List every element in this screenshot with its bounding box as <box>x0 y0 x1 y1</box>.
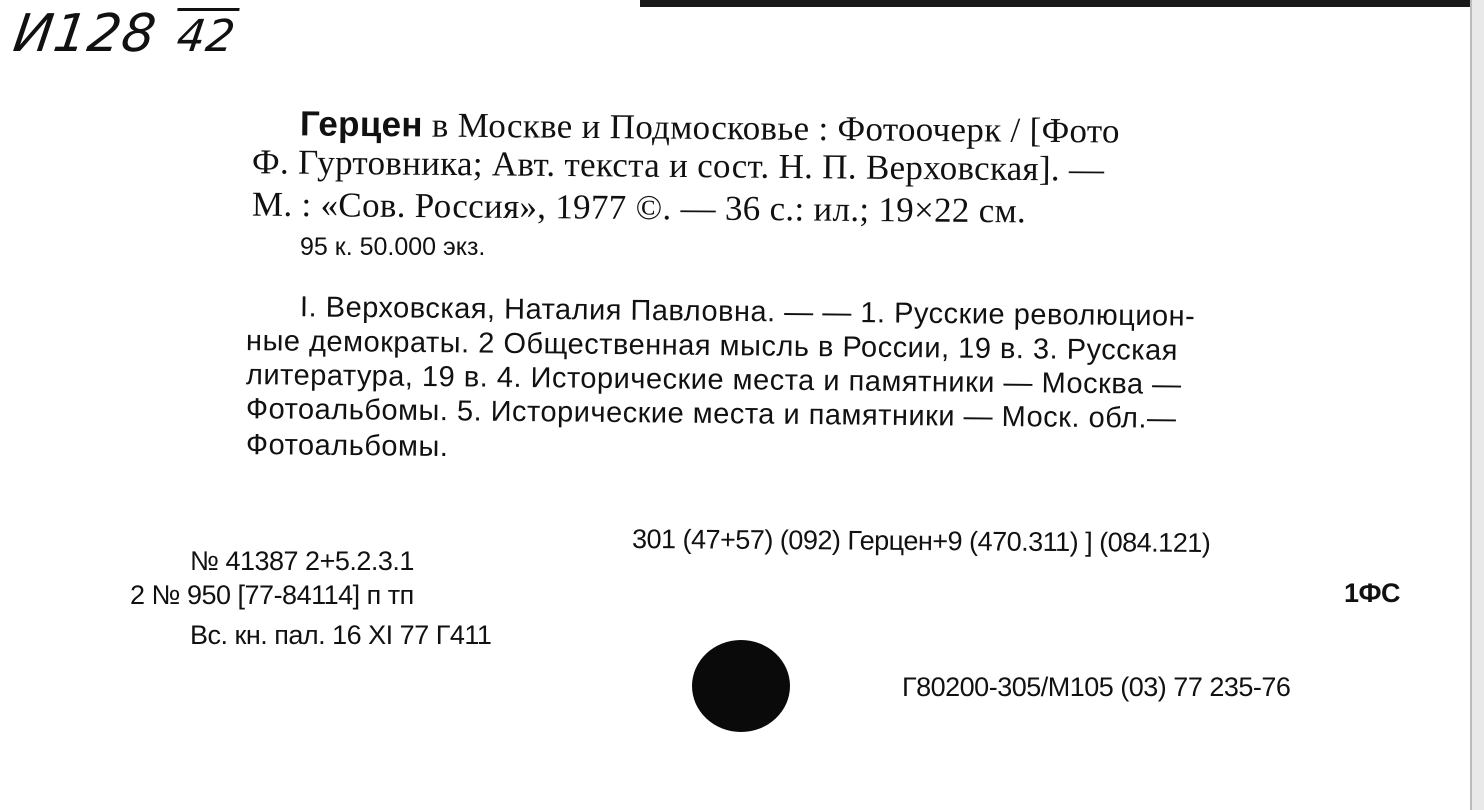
imprint-line: М. : «Сов. Россия», 1977 ©. — 36 с.: ил.; 19×22 см. <box>251 184 1027 231</box>
punched-hole <box>692 640 790 732</box>
subject-line-4: Фотоальбомы. 5. Исторические места и памятники — Моск. обл.— <box>245 393 1177 435</box>
subject-line-2: ные демократы. 2 Общественная мысль в России, 19 в. 3. Русская <box>245 325 1179 367</box>
order-number: 2 № 950 [77-84114] п тп <box>130 580 414 610</box>
book-chamber-stamp: Вс. кн. пал. 16 XI 77 Г411 <box>190 620 492 650</box>
handwritten-call-number <box>10 4 240 64</box>
registration-number: № 41387 2+5.2.3.1 <box>190 546 414 576</box>
author-heading: Герцен <box>299 104 424 145</box>
subject-line-1: I. Верховская, Наталия Павловна. — — 1. Русские революцион- <box>299 291 1196 333</box>
price-print-run: 95 к. 50.000 экз. <box>300 233 486 261</box>
publisher-code: Г80200-305/М105 (03) 77 235-76 <box>902 672 1291 702</box>
card-right-edge <box>1470 0 1484 810</box>
title-text: в Москве и Подмосковье : Фотоочерк / [Фото <box>422 105 1120 151</box>
bbk-code: 1ФС <box>1344 578 1401 608</box>
call-number: И128 <box>9 4 161 64</box>
title-line-2: Ф. Гуртовника; Авт. текста и сост. Н. П. Верховская]. — <box>251 142 1105 189</box>
card-top-edge <box>640 0 1484 7</box>
subject-line-5: Фотоальбомы. <box>245 428 449 464</box>
call-number-fraction: 42 <box>170 8 240 62</box>
udc-classification: 301 (47+57) (092) Герцен+9 (470.311) ] (084.121) <box>631 523 1211 559</box>
subject-line-3: литература, 19 в. 4. Исторические места и памятники — Москва — <box>245 359 1182 401</box>
